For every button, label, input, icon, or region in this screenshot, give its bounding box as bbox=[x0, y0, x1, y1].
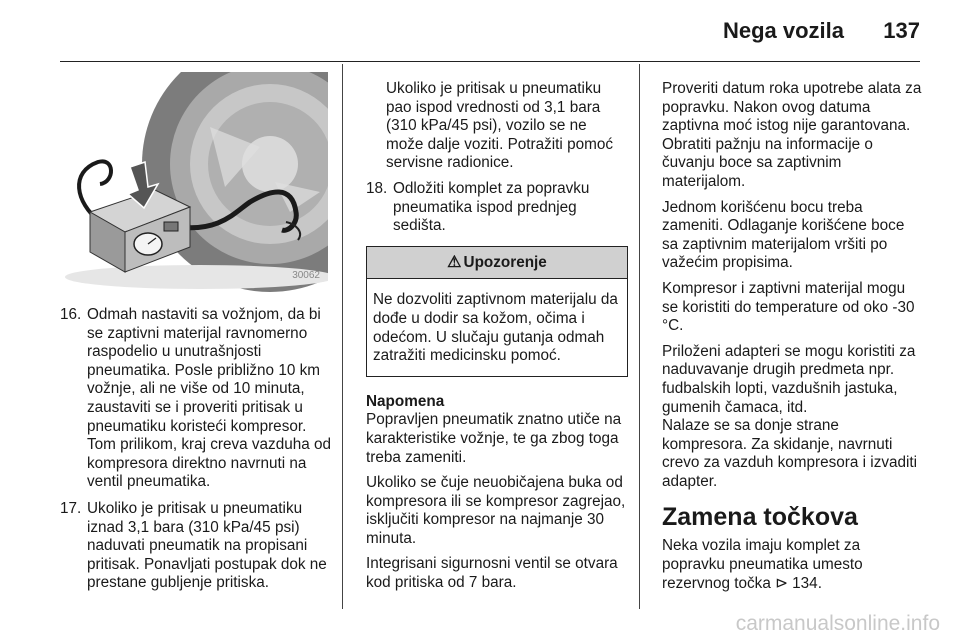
note-paragraph-3: Integrisani sigurnosni ventil se otvara kod pritiska od 7 bara. bbox=[366, 555, 618, 592]
header-rule bbox=[60, 61, 920, 62]
step-18 bbox=[366, 180, 628, 236]
step-number: 18. bbox=[366, 179, 388, 197]
column-divider-2 bbox=[639, 64, 640, 609]
step-number: 17. bbox=[60, 499, 82, 517]
note-paragraph-2: Ukoliko se čuje neuobičajena buka od kompresora ili se kompresor zagrejao, isključiti kompresor na najmanje 30 minuta. bbox=[366, 474, 626, 547]
paragraph-adapters: Priloženi adapteri se mogu koristiti za naduvavanje drugih predmeta npr. fudbalskih lopti, vazdušnih jastuka, gumenih čamaca, itd. bbox=[662, 342, 916, 416]
note-paragraph-1: Popravljen pneumatik znatno utiče na karakteristike vožnje, te ga zbog toga treba zameniti. bbox=[366, 411, 622, 466]
column-left bbox=[60, 72, 332, 601]
paragraph-adapter-location: Nalaze se sa donje strane kompresora. Za skidanje, navrnuti crevo za vazduh kompresora i izvaditi adapter. bbox=[662, 417, 918, 490]
page-number: 137 bbox=[883, 18, 920, 43]
step-17-continuation: Ukoliko je pritisak u pneumatiku pao ispod vrednosti od 3,1 bara (310 kPa/45 psi), vozilo se ne može dalje voziti. Potražiti pomoć servisne radionice. bbox=[386, 80, 613, 172]
paragraph-expiry: Proveriti datum roka upotrebe alata za popravku. Nakon ovog datuma zaptivna moć istog nije garantovana. Obratiti pažnju na informacije o čuvanju boce sa zaptivnim materijalom. bbox=[662, 80, 922, 190]
note-label: Napomena bbox=[366, 392, 445, 410]
watermark: carmanualsonline.info bbox=[735, 612, 940, 635]
step-17 bbox=[60, 500, 332, 593]
column-middle bbox=[366, 80, 628, 600]
section-heading: Zamena točkova bbox=[662, 503, 858, 532]
warning-triangle-icon: ⚠ bbox=[447, 253, 462, 271]
warning-box bbox=[366, 246, 628, 377]
compressor-illustration bbox=[60, 72, 328, 292]
page-header bbox=[0, 0, 960, 62]
warning-text: Ne dozvoliti zaptivnom materijalu da dođe u dodir sa kožom, očima i odećom. U slučaju gutanja odmah zatražiti medicinsku pomoć. bbox=[373, 291, 618, 365]
compressor-tire-drawing bbox=[60, 72, 328, 292]
step-number: 16. bbox=[60, 306, 82, 323]
figure-number: 30062 bbox=[292, 270, 320, 282]
paragraph-temperature: Kompresor i zaptivni materijal mogu se koristiti do temperature od oko -30 °C. bbox=[662, 279, 915, 335]
section-title: Nega vozila bbox=[722, 18, 844, 43]
column-right bbox=[662, 80, 924, 600]
page-reference-icon: ⊳ bbox=[775, 574, 788, 592]
step-16 bbox=[60, 306, 332, 492]
page-reference-link[interactable]: 134. bbox=[792, 574, 822, 592]
step-text: Ukoliko je pritisak u pneumatiku iznad 3,1 bara (310 kPa/45 psi) naduvati pneumatik na propisani pritisak. Ponavljati postupak dok ne prestane gubljenje pritiska. bbox=[87, 499, 327, 592]
step-text: Odložiti komplet za popravku pneumatika ispod prednjeg sedišta. bbox=[393, 179, 590, 235]
paragraph-spare-wheel bbox=[662, 537, 924, 593]
spare-wheel-text: Neka vozila imaju komplet za popravku pneumatika umesto rezervnog točka bbox=[662, 537, 863, 592]
paragraph-bottle: Jednom korišćenu bocu treba zameniti. Odlaganje korišćene boce sa zaptivnim materijalom vršiti po važećim propisima. bbox=[662, 198, 905, 272]
column-divider-1 bbox=[342, 64, 343, 609]
warning-title-text: Upozorenje bbox=[463, 253, 547, 271]
step-text: Odmah nastaviti sa vožnjom, da bi se zaptivni materijal ravnomerno raspodelio u unutrašnjosti pneumatika. Posle približno 10 km vožnje, ali ne više od 10 minuta, zaustaviti se i proveriti pritisak u pneumatiku koristeći kompresor. Tom prilikom, kraj creva vazduha od kompresora direktno navrnuti na ventil pneumatika. bbox=[87, 306, 331, 491]
warning-title bbox=[367, 247, 627, 280]
